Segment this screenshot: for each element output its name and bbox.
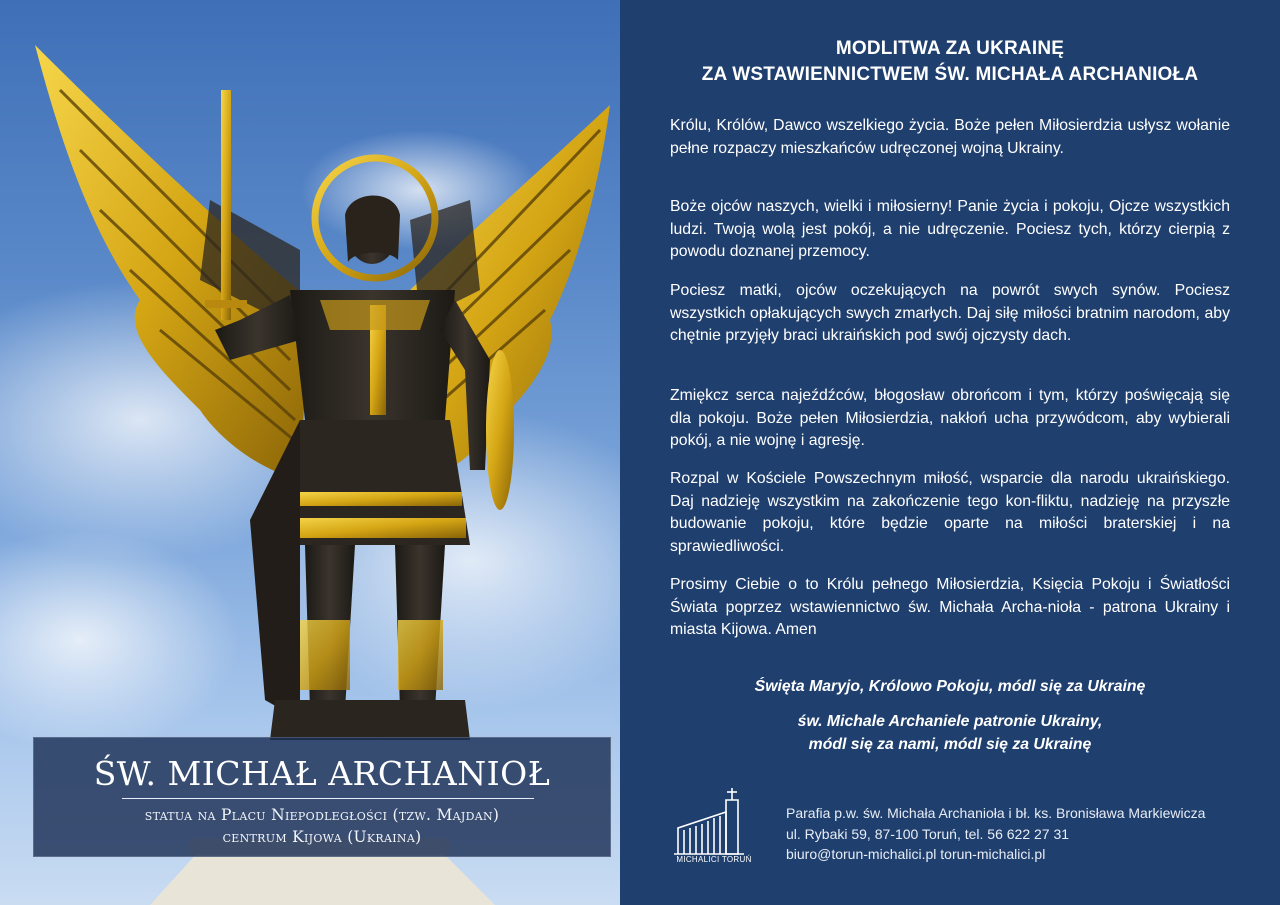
prayer-panel bbox=[620, 0, 1280, 905]
invocation-mary: Święta Maryjo, Królowo Pokoju, módl się za Ukrainę bbox=[754, 678, 1146, 695]
prayer-paragraph: Rozpal w Kościele Powszechnym miłość, wsparcie dla narodu ukraińskiego. Daj nadzieję wszystkim na zakończenie tego kon-fliktu, nadzieję na przyszłe budowanie pokoju, które będzie oparte na miłości braterskiej i na sprawiedliwości. bbox=[670, 470, 1230, 555]
caption-divider bbox=[122, 798, 534, 799]
prayer-heading-line1: MODLITWA ZA UKRAINĘ bbox=[835, 38, 1065, 59]
prayer-paragraph: Prosimy Ciebie o to Królu pełnego Miłosierdzia, Księcia Pokoju i Światłości Świata poprzez wstawiennictwo św. Michała Archa-nioła - patrona Ukrainy i miasta Kijowa. Amen bbox=[670, 576, 1230, 638]
parish-address: ul. Rybaki 59, 87-100 Toruń, tel. 56 622 27 31 bbox=[786, 826, 1070, 842]
invocation-michael-line2: módl się za nami, módl się za Ukrainę bbox=[808, 735, 1092, 753]
parish-name: Parafia p.w. św. Michała Archanioła i bł. ks. Bronisława Markiewicza bbox=[786, 805, 1206, 821]
statue-location-line1: statua na Placu Niepodległości (tzw. Majdan) bbox=[144, 806, 500, 824]
statue-title: ŚW. MICHAŁ ARCHANIOŁ bbox=[93, 754, 551, 793]
logo-caption: MICHALICI TORUŃ bbox=[676, 855, 752, 864]
church-icon bbox=[670, 786, 760, 866]
statue-location-line2: centrum Kijowa (Ukraina) bbox=[222, 828, 422, 846]
invocation-michael-line1: św. Michale Archaniele patronie Ukrainy, bbox=[797, 713, 1103, 730]
statue-caption-box bbox=[33, 737, 611, 857]
prayer-heading-line2: ZA WSTAWIENNICTWEM ŚW. MICHAŁA ARCHANIOŁA bbox=[701, 64, 1199, 85]
prayer-paragraph: Pociesz matki, ojców oczekujących na powrót swych synów. Pociesz wszystkich opłakujących swych zmarłych. Daj siłę miłości bratnim narodom, aby chętnie przyjęły braci ukraińskich pod swój ojczysty dach. bbox=[670, 282, 1230, 344]
parish-email-web: biuro@torun-michalici.pl torun-michalici.pl bbox=[786, 846, 1046, 862]
prayer-paragraph: Zmiękcz serca najeźdźców, błogosław obrońcom i tym, którzy poświęcają się dla pokoju. Boże pełen Miłosierdzia, nakłoń ucha przywódcom, aby wybierali pokój, a nie wojnę i agresję. bbox=[670, 387, 1230, 449]
prayer-paragraph: Boże ojców naszych, wielki i miłosierny! Panie życia i pokoju, Ojcze wszystkich ludzi. Twoją wolą jest pokój, a nie udręczenie. Pociesz tych, którzy cierpią z powodu doznanej przemocy. bbox=[670, 198, 1230, 260]
prayer-paragraph: Królu, Królów, Dawco wszelkiego życia. Boże pełen Miłosierdzia usłysz wołanie pełne rozpaczy mieszkańców udręczonej wojną Ukrainy. bbox=[670, 117, 1230, 157]
statue-photo bbox=[0, 0, 620, 905]
invocation-michael bbox=[620, 711, 1280, 756]
